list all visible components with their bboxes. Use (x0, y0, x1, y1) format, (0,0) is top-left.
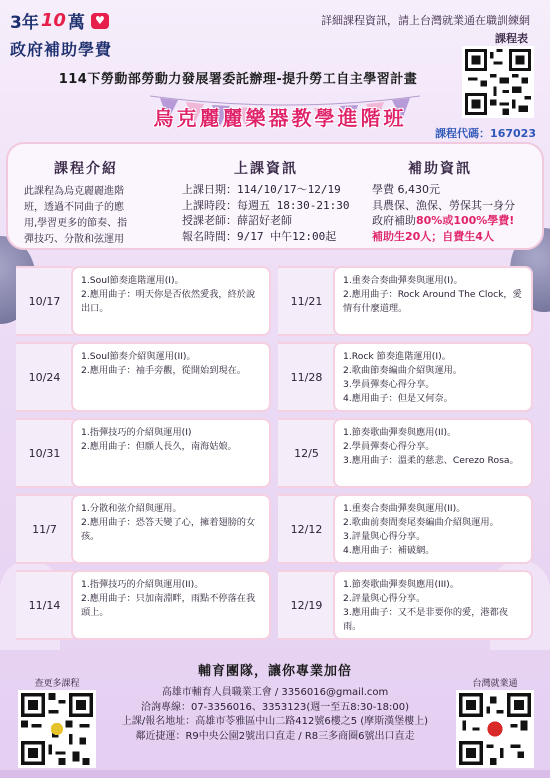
lesson-item: 2.應用曲子：袖手旁觀，從開始到現在。 (81, 365, 246, 376)
lesson-date: 12/19 (278, 570, 335, 640)
course-schedule-qr-code[interactable] (462, 46, 534, 118)
lesson-item: 4.應用曲子：補破網。 (343, 545, 435, 556)
schedule-info-row: 上課日期：114/10/17～12/19 (182, 183, 341, 196)
lesson-date: 11/7 (16, 494, 73, 564)
subsidy-eligibility: 具農保、漁保、勞保其一身分 (372, 198, 515, 212)
lesson-item: 1.Rock 節奏進階運用(I)。 (343, 351, 451, 362)
intro-title: 課程介紹 (54, 161, 118, 177)
lesson-item: 2.學員彈奏心得分享。 (343, 441, 435, 452)
subsidy-percent-value: 80%或100%學費! (416, 214, 515, 227)
footer-phone: 洽詢專線：07-3356016、3353123(週一至五8:30-18:00) (140, 701, 410, 713)
lesson-item: 1.指彈技巧的介紹與運用(I) (81, 427, 192, 438)
qr-left-label: 查更多課程 (34, 679, 80, 689)
lesson-item: 3.學員彈奏心得分享。 (343, 379, 435, 390)
lesson-item: 1.重奏合奏曲彈奏與運用(II)。 (343, 503, 466, 514)
lesson-description (333, 418, 533, 488)
subsidy-fee: 學費 6,430元 (372, 183, 440, 196)
lesson-item: 3.應用曲子：溫柔的慈悲、Cerezo Rosa。 (343, 455, 519, 466)
lesson-date: 12/5 (278, 418, 335, 488)
lesson-item: 2.應用曲子：只加南淵畔，雨點不停落在我頭上。 (81, 593, 256, 618)
subsidy-quota: 補助生20人；自費生4人 (372, 229, 494, 243)
logo-suffix: 萬 (67, 13, 85, 33)
lesson-description (71, 494, 271, 564)
qr-right-label: 台灣就業通 (472, 679, 518, 689)
lesson-description (71, 570, 271, 640)
lesson-item: 2.歌曲節奏編曲介紹與運用。 (343, 365, 463, 376)
lesson-item: 1.節奏歌曲彈奏與應用(II)。 (343, 427, 457, 438)
lesson-item: 2.歌曲前奏間奏尾奏編曲介紹與運用。 (343, 517, 499, 528)
schedule-label: 課程表 (495, 32, 528, 45)
lesson-item: 2.應用曲子：但願人長久，南海姑娘。 (81, 441, 237, 452)
info-card (6, 142, 544, 250)
lesson-description (71, 342, 271, 412)
lesson-item: 1.節奏歌曲彈奏與應用(III)。 (343, 579, 459, 590)
intro-text (24, 184, 176, 248)
lesson-description (333, 570, 533, 640)
lesson-date: 10/24 (16, 342, 73, 412)
schedule-info-list (182, 182, 349, 244)
subsidy-percent (372, 213, 515, 229)
lesson-schedule-table (16, 266, 534, 646)
intro-line: 班，透過不同曲子的應 (24, 202, 124, 213)
lesson-date: 10/17 (16, 266, 73, 336)
subsidy-title: 補助資訊 (408, 161, 472, 177)
schedule-info-row: 上課時段：每週五 18:30-21:30 (182, 198, 350, 212)
intro-line: 彈技巧、分散和弦運用 (24, 234, 124, 245)
footer-transit: 鄰近捷運：R9中央公園2號出口直走 / R8三多商圈6號出口直走 (135, 730, 415, 742)
footer-org: 高雄市輔育人員職業工會 / 3356016@gmail.com (161, 687, 389, 698)
schedule-info-title: 上課資訊 (234, 161, 298, 177)
lesson-item: 2.應用曲子：Rock Around The Clock，愛情有什麼道理。 (343, 289, 522, 314)
lesson-date: 10/31 (16, 418, 73, 488)
heart-icon: ♥ (91, 13, 109, 29)
course-code: 課程代碼：167023 (435, 127, 536, 140)
lesson-item: 2.評量與心得分享。 (343, 593, 426, 604)
footer-address: 上課/報名地址：高雄市苓雅區中山二路412號6樓之5 (摩斯漢堡樓上) (121, 716, 429, 727)
schedule-info-row: 授課老師：薛詔好老師 (182, 214, 292, 227)
subsidy-percent-prefix: 政府補助 (372, 214, 416, 227)
intro-line: 用,學習更多的節奏、指 (24, 218, 128, 229)
lesson-date: 11/21 (278, 266, 335, 336)
lesson-date: 11/28 (278, 342, 335, 412)
lesson-description (333, 266, 533, 336)
logo-subtitle: 政府補助學費 (10, 40, 113, 59)
lesson-date: 12/12 (278, 494, 335, 564)
lesson-description (71, 418, 271, 488)
lesson-date: 11/14 (16, 570, 73, 640)
lesson-description (333, 494, 533, 564)
info-notice: 詳細課程資訊，請上台灣就業通在職訓練網 (321, 14, 530, 27)
footer-contact (100, 686, 450, 744)
class-title: 烏克麗麗樂器教學進階班 (153, 106, 407, 130)
footer-motto: 輔育團隊，讓你專業加倍 (197, 664, 352, 679)
subsidy-list (372, 182, 515, 244)
lesson-item: 1.Soul節奏介紹與運用(II)。 (81, 351, 196, 362)
lesson-description (71, 266, 271, 336)
lesson-item: 1.重奏合奏曲彈奏與運用(I)。 (343, 275, 463, 286)
more-courses-qr-code[interactable] (18, 690, 96, 768)
logo-ten: 10 (40, 10, 66, 31)
lesson-item: 2.應用曲子：明天你是否依然愛我，終於說出口。 (81, 289, 256, 314)
intro-line: 此課程為烏克麗麗進階 (24, 186, 124, 197)
lesson-item: 1.分散和弦介紹與運用。 (81, 503, 182, 514)
taiwan-jobs-qr-code[interactable] (456, 690, 534, 768)
lesson-item: 2.應用曲子：恐答天變了心，擁着翅膀的女孩。 (81, 517, 256, 542)
subsidy-logo (10, 8, 140, 60)
schedule-info-row: 報名時間：9/17 中午12:00起 (182, 229, 337, 243)
lesson-item: 3.評量與心得分享。 (343, 531, 426, 542)
lesson-item: 4.應用曲子：但是又何奈。 (343, 393, 453, 404)
logo-prefix: 3年 (10, 13, 39, 33)
lesson-item: 1.指彈技巧的介紹與運用(II)。 (81, 579, 204, 590)
lesson-item: 3.應用曲子：又不是非要你的愛，港都夜雨。 (343, 607, 508, 632)
lesson-description (333, 342, 533, 412)
bottom-bar (0, 770, 550, 778)
lesson-item: 1.Soul節奏進階運用(I)。 (81, 275, 184, 286)
plan-title: 114下勞動部勞動力發展署委託辦理-提升勞工自主學習計畫 (58, 72, 418, 87)
